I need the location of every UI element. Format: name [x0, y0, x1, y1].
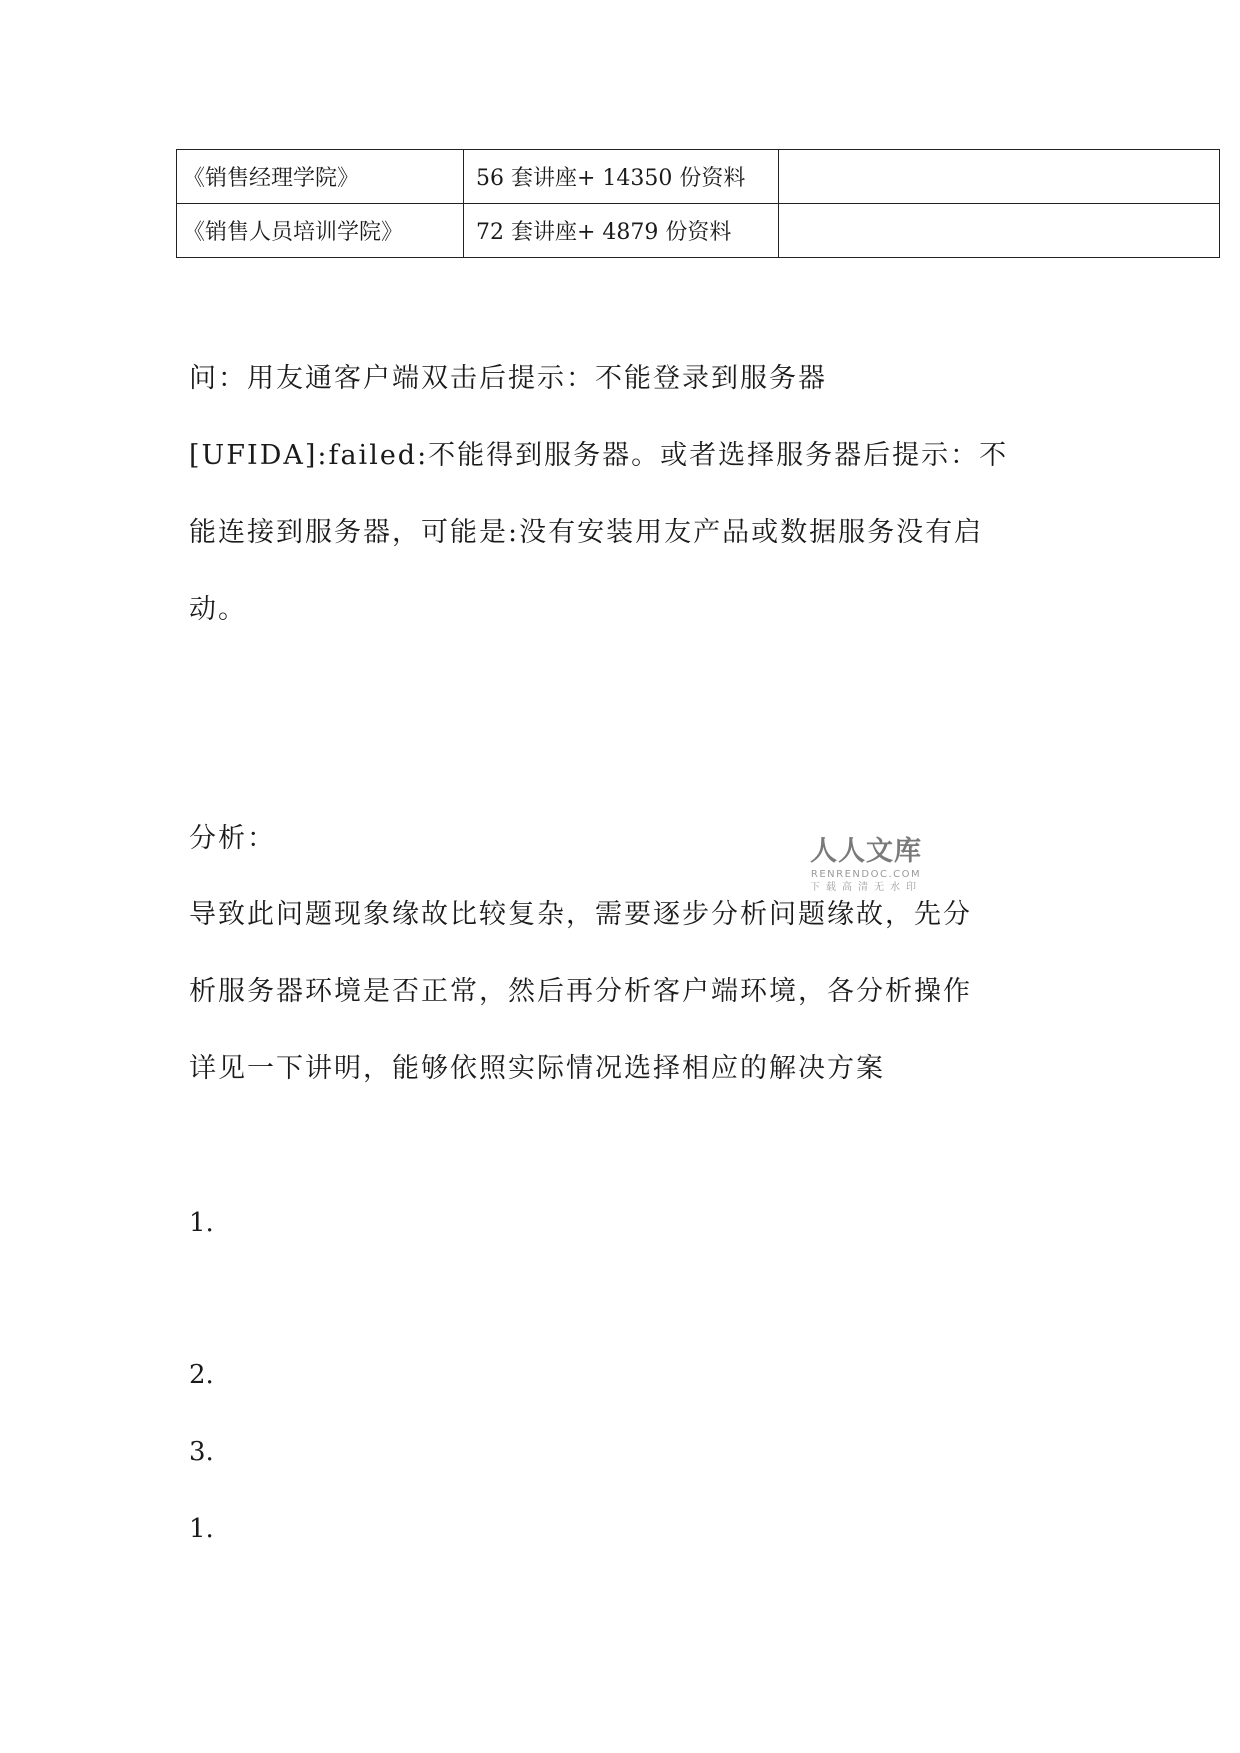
watermark-subtitle: 下载高清无水印 [810, 882, 922, 893]
question-line: 动。 [189, 594, 247, 625]
list-number: 1. [189, 1208, 214, 1238]
analysis-heading: 分析： [189, 823, 276, 854]
watermark-title: 人人文库 [810, 836, 922, 867]
question-paragraph [189, 340, 1069, 648]
table-row [177, 150, 1220, 204]
analysis-line: 导致此问题现象缘故比较复杂，需要逐步分析问题缘故，先分 [189, 899, 972, 930]
table-cell [779, 204, 1220, 258]
list-number: 1. [189, 1514, 214, 1544]
question-line: [UFIDA]:failed:不能得到服务器。或者选择服务器后提示：不 [189, 440, 1009, 471]
table-cell: 56 套讲座+ 14350 份资料 [464, 150, 779, 204]
analysis-line: 析服务器环境是否正常，然后再分析客户端环境，各分析操作 [189, 976, 972, 1007]
analysis-line: 详见一下讲明，能够依照实际情况选择相应的解决方案 [189, 1053, 885, 1084]
table-cell [779, 150, 1220, 204]
list-number: 3. [189, 1437, 214, 1467]
analysis-paragraph [189, 876, 1069, 1107]
question-line: 问：用友通客户端双击后提示：不能登录到服务器 [189, 363, 827, 394]
table-cell: 72 套讲座+ 4879 份资料 [464, 204, 779, 258]
list-number: 2. [189, 1360, 214, 1390]
table-row [177, 204, 1220, 258]
resource-table [176, 149, 1220, 258]
question-line: 能连接到服务器，可能是:没有安装用友产品或数据服务没有启 [189, 517, 984, 548]
table-cell: 《销售人员培训学院》 [177, 204, 464, 258]
watermark-url: RENRENDOC.COM [810, 869, 922, 880]
watermark-logo [796, 836, 936, 894]
table-cell: 《销售经理学院》 [177, 150, 464, 204]
